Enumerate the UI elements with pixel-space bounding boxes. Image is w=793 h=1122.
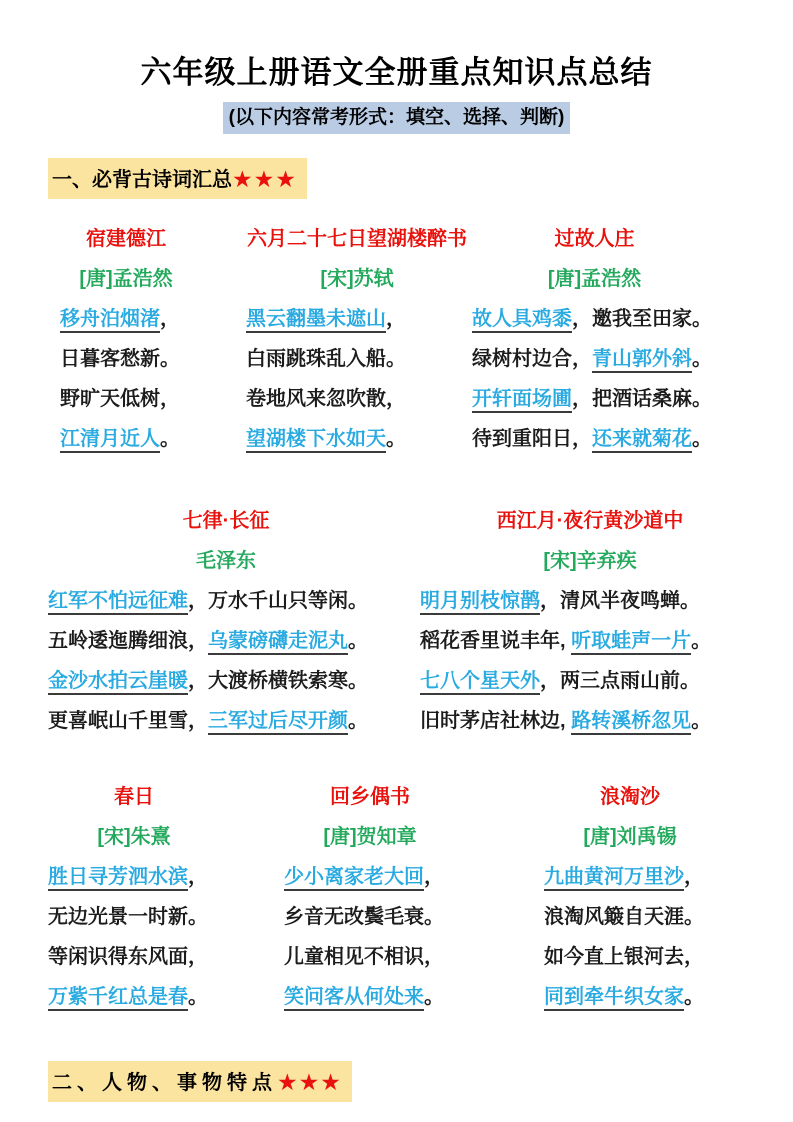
poem-highlight-segment: 金沙水拍云崖暖 (48, 670, 188, 695)
poem-highlight-segment: 同到牵牛织女家 (544, 986, 684, 1011)
poem-text-segment: ，把酒话桑麻。 (572, 388, 712, 410)
poem-text-segment: 如今直上银河去， (544, 946, 704, 968)
poem-text-segment: 白雨跳珠乱入船。 (246, 348, 406, 370)
poem-line (284, 977, 456, 1017)
section-1-highlight (48, 158, 307, 199)
poem-highlight-segment: 路转溪桥忽见 (571, 710, 691, 735)
poem-text-segment: ， (160, 308, 180, 330)
poem-row (0, 777, 793, 1017)
poem-author: [宋]朱熹 (97, 826, 171, 848)
poem-line (48, 701, 404, 741)
poem-highlight-segment: 胜日寻芳泗水滨 (48, 866, 188, 891)
poems-container (0, 219, 793, 1017)
poem-highlight-segment: 移舟泊烟渚 (60, 308, 160, 333)
poem-line (472, 379, 717, 419)
poem-text-segment: ， (188, 866, 208, 888)
poem-line (48, 621, 404, 661)
poem-text-segment: ，两三点雨山前。 (540, 670, 700, 692)
poem-text-segment: 五岭逶迤腾细浪， (48, 630, 208, 652)
poem-text-segment: ，大渡桥横铁索寒。 (188, 670, 368, 692)
poem-column (420, 501, 760, 741)
poem-highlight-segment: 红军不怕远征难 (48, 590, 188, 615)
poem-line (246, 419, 468, 459)
poem-title: 回乡偶书 (330, 786, 410, 808)
poem-line (544, 857, 716, 897)
poem-text-segment: ，万水千山只等闲。 (188, 590, 368, 612)
poem-title: 宿建德江 (86, 228, 166, 250)
poem-line (420, 661, 760, 701)
poem-author: [宋]苏轼 (320, 268, 394, 290)
poem-title: 西江月·夜行黄沙道中 (496, 510, 684, 532)
poem-title: 过故人庄 (554, 228, 635, 250)
poem-text-segment: ，清风半夜鸣蝉。 (540, 590, 700, 612)
poem-line (48, 661, 404, 701)
poem-title: 浪淘沙 (600, 786, 660, 808)
poem-highlight-segment: 开轩面场圃 (472, 388, 572, 413)
poem-text-segment: 。 (160, 428, 180, 450)
poem-line (246, 339, 468, 379)
poem-column (60, 219, 192, 459)
poem-line (284, 937, 456, 977)
poem-title: 六月二十七日望湖楼醉书 (247, 228, 467, 250)
poem-line (284, 897, 456, 937)
poem-highlight-segment: 三军过后尽开颜 (208, 710, 348, 735)
poem-text-segment: 。 (348, 710, 368, 732)
poem-highlight-segment: 七八个星天外 (420, 670, 540, 695)
poem-highlight-segment: 笑问客从何处来 (284, 986, 424, 1011)
poem-text-segment: 日暮客愁新。 (60, 348, 180, 370)
poem-line (420, 621, 760, 661)
poem-text-segment: 旧时茅店社林边, (420, 710, 572, 732)
poem-line (48, 857, 220, 897)
poem-text-segment: 乡音无改鬓毛衰。 (284, 906, 444, 928)
poem-highlight-segment: 九曲黄河万里沙 (544, 866, 684, 891)
section-2-heading (48, 1061, 793, 1102)
section-1-stars: ★★★ (232, 166, 297, 192)
poem-line (60, 299, 192, 339)
poem-text-segment: ， (386, 308, 406, 330)
poem-text-segment: 待到重阳日， (472, 428, 592, 450)
poem-text-segment: ， (684, 866, 704, 888)
poem-column (48, 777, 220, 1017)
section-2-highlight (48, 1061, 352, 1102)
poem-text-segment: 。 (348, 630, 368, 652)
poem-highlight-segment: 江清月近人 (60, 428, 160, 453)
poem-line (284, 857, 456, 897)
poem-line (60, 379, 192, 419)
poem-line (48, 581, 404, 621)
poem-line (60, 339, 192, 379)
poem-column (472, 219, 717, 459)
poem-highlight-segment: 还来就菊花 (592, 428, 692, 453)
poem-line (544, 897, 716, 937)
poem-column (48, 501, 404, 741)
poem-highlight-segment: 万紫千红总是春 (48, 986, 188, 1011)
poem-text-segment: 。 (692, 348, 712, 370)
poem-text-segment: 。 (386, 428, 406, 450)
section-2-label: 二、人物、事物特点 (52, 1072, 277, 1094)
poem-line (246, 379, 468, 419)
poem-author: [唐]孟浩然 (79, 268, 173, 290)
poem-text-segment: 等闲识得东风面， (48, 946, 208, 968)
section-1-heading (48, 158, 793, 199)
poem-author: [唐]刘禹锡 (583, 826, 677, 848)
poem-text-segment: 卷地风来忽吹散， (246, 388, 406, 410)
poem-title: 春日 (114, 786, 154, 808)
poem-text-segment: 。 (692, 428, 712, 450)
poem-highlight-segment: 少小离家老大回 (284, 866, 424, 891)
poem-text-segment: 。 (188, 986, 208, 1008)
poem-line (420, 701, 760, 741)
poem-line (420, 581, 760, 621)
poem-text-segment: ，邀我至田家。 (572, 308, 712, 330)
poem-highlight-segment: 望湖楼下水如天 (246, 428, 386, 453)
poem-line (48, 937, 220, 977)
poem-text-segment: 无边光景一时新。 (48, 906, 208, 928)
poem-row (0, 219, 793, 459)
poem-highlight-segment: 黑云翻墨未遮山 (246, 308, 386, 333)
poem-text-segment: 。 (691, 630, 712, 652)
poem-line (472, 299, 717, 339)
poem-column (284, 777, 456, 1017)
poem-line (48, 977, 220, 1017)
poem-highlight-segment: 故人具鸡黍 (472, 308, 572, 333)
poem-author: [唐]贺知章 (323, 826, 417, 848)
poem-text-segment: 。 (691, 710, 712, 732)
poem-text-segment: 绿树村边合， (472, 348, 592, 370)
poem-highlight-segment: 明月别枝惊鹊 (420, 590, 540, 615)
poem-line (472, 419, 717, 459)
subtitle-row (0, 102, 793, 134)
poem-author: [宋]辛弃疾 (543, 550, 637, 572)
poem-line (246, 299, 468, 339)
poem-line (48, 897, 220, 937)
poem-text-segment: 稻花香里说丰年, (420, 630, 572, 652)
poem-column (544, 777, 716, 1017)
poem-highlight-segment: 听取蛙声一片 (571, 630, 691, 655)
poem-text-segment: 儿童相见不相识， (284, 946, 444, 968)
poem-title: 七律·长征 (182, 510, 270, 532)
poem-row (0, 501, 793, 741)
poem-line (544, 977, 716, 1017)
poem-text-segment: ， (424, 866, 444, 888)
poem-author: [唐]孟浩然 (547, 268, 642, 290)
poem-author: 毛泽东 (196, 550, 256, 572)
page-title: 六年级上册语文全册重点知识点总结 (140, 55, 653, 90)
poem-line (544, 937, 716, 977)
poem-line (60, 419, 192, 459)
poem-column (246, 219, 468, 459)
poem-text-segment: 更喜岷山千里雪， (48, 710, 208, 732)
section-2-stars: ★★★ (277, 1069, 342, 1095)
poem-highlight-segment: 青山郭外斜 (592, 348, 692, 373)
section-1-label: 一、必背古诗词汇总 (52, 169, 232, 191)
poem-text-segment: 。 (424, 986, 444, 1008)
poem-line (472, 339, 717, 379)
poem-text-segment: 浪淘风簸自天涯。 (544, 906, 704, 928)
poem-highlight-segment: 乌蒙磅礴走泥丸 (208, 630, 348, 655)
poem-text-segment: 野旷天低树， (60, 388, 180, 410)
subtitle-note: (以下内容常考形式：填空、选择、判断) (223, 102, 571, 134)
poem-text-segment: 。 (684, 986, 704, 1008)
